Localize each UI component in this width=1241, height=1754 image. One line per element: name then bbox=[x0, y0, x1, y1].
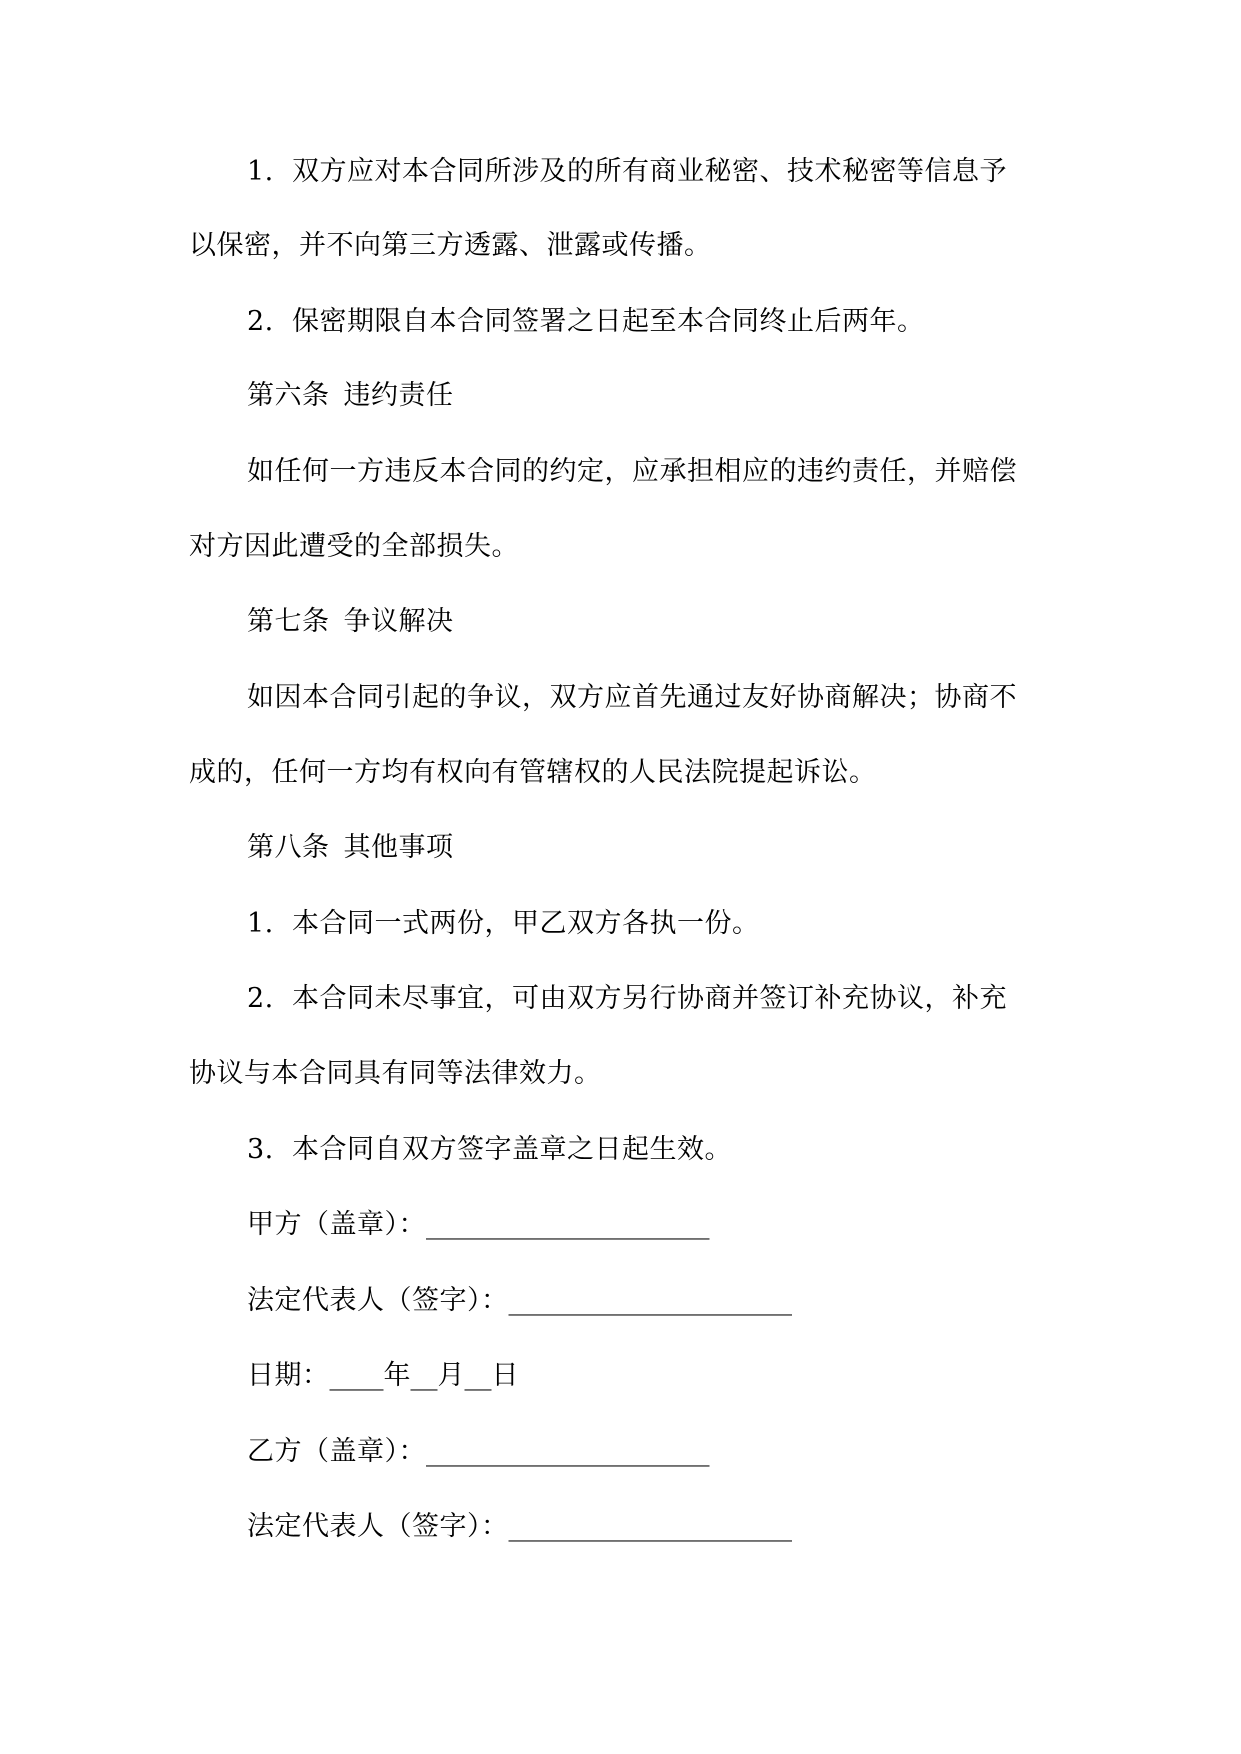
item-number: 3. bbox=[247, 1134, 274, 1165]
article-8-item-3 bbox=[247, 1130, 732, 1170]
item-text: 以保密，并不向第三方透露、泄露或传播。 bbox=[189, 230, 712, 261]
item-text: 保密期限自本合同签署之日起至本合同终止后两年。 bbox=[292, 306, 925, 337]
item-text: 本合同自双方签字盖章之日起生效。 bbox=[292, 1134, 732, 1165]
item-number: 2. bbox=[247, 306, 274, 337]
article-8-item-2-continued bbox=[189, 1054, 602, 1094]
item-number: 1. bbox=[247, 156, 274, 187]
confidentiality-item-2 bbox=[247, 302, 925, 342]
date-line bbox=[247, 1356, 519, 1396]
party-b-rep-signature-blank: _____________________ bbox=[508, 1511, 792, 1542]
article-label: 第八条 bbox=[247, 832, 330, 863]
party-b-seal-line bbox=[247, 1432, 710, 1472]
party-a-seal-line bbox=[247, 1205, 710, 1245]
party-a-rep-label: 法定代表人（签字）： bbox=[247, 1285, 509, 1316]
confidentiality-item-1 bbox=[247, 152, 1007, 192]
party-b-label: 乙方（盖章）： bbox=[247, 1436, 426, 1467]
party-a-label: 甲方（盖章）： bbox=[247, 1209, 426, 1240]
party-a-signature-blank: _____________________ bbox=[426, 1209, 710, 1240]
party-b-rep-label: 法定代表人（签字）： bbox=[247, 1511, 509, 1542]
confidentiality-item-1-continued bbox=[189, 226, 712, 266]
party-a-representative-line bbox=[247, 1281, 792, 1321]
party-a-rep-signature-blank: _____________________ bbox=[508, 1285, 792, 1316]
paragraph-text: 对方因此遭受的全部损失。 bbox=[189, 531, 519, 562]
item-text: 双方应对本合同所涉及的所有商业秘密、技术秘密等信息予 bbox=[292, 156, 1007, 187]
article-8-heading bbox=[247, 828, 454, 868]
paragraph-text: 如因本合同引起的争议，双方应首先通过友好协商解决；协商不 bbox=[247, 682, 1017, 713]
party-b-representative-line bbox=[247, 1507, 792, 1547]
article-7-paragraph-continued bbox=[189, 753, 877, 793]
item-text: 协议与本合同具有同等法律效力。 bbox=[189, 1058, 602, 1089]
paragraph-text: 如任何一方违反本合同的约定，应承担相应的违约责任，并赔偿 bbox=[247, 456, 1017, 487]
article-7-paragraph bbox=[247, 678, 1017, 718]
paragraph-text: 成的，任何一方均有权向有管辖权的人民法院提起诉讼。 bbox=[189, 757, 877, 788]
date-label: 日期： bbox=[247, 1360, 330, 1391]
article-title: 争议解决 bbox=[343, 606, 454, 637]
article-6-paragraph bbox=[247, 452, 1017, 492]
article-6-heading bbox=[247, 376, 454, 416]
item-text: 本合同一式两份，甲乙双方各执一份。 bbox=[292, 908, 760, 939]
date-blank: ____年__月__日 bbox=[329, 1360, 519, 1391]
item-number: 2. bbox=[247, 983, 274, 1014]
item-text: 本合同未尽事宜，可由双方另行协商并签订补充协议，补充 bbox=[292, 983, 1007, 1014]
party-b-signature-blank: _____________________ bbox=[426, 1436, 710, 1467]
article-title: 违约责任 bbox=[343, 380, 454, 411]
article-8-item-2 bbox=[247, 979, 1007, 1019]
article-title: 其他事项 bbox=[343, 832, 454, 863]
article-7-heading bbox=[247, 602, 454, 642]
article-label: 第七条 bbox=[247, 606, 330, 637]
article-6-paragraph-continued bbox=[189, 527, 519, 567]
article-label: 第六条 bbox=[247, 380, 330, 411]
item-number: 1. bbox=[247, 908, 274, 939]
article-8-item-1 bbox=[247, 904, 760, 944]
